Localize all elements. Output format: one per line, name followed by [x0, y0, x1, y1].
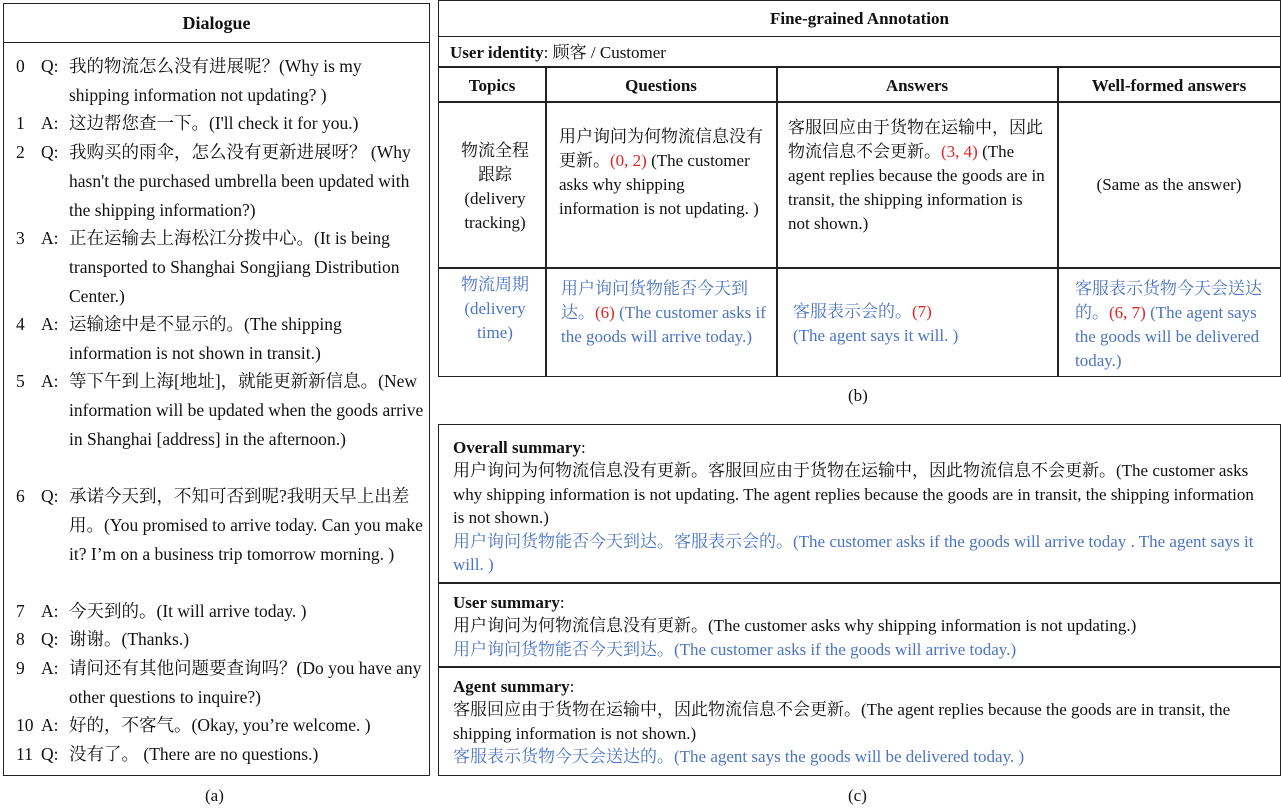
turn-speaker: A: — [41, 658, 59, 678]
turn-text: 运输途中是不显示的。(The shipping information is not shown in transit.) — [69, 314, 342, 363]
answer-text: 客服表示会的。 — [793, 302, 912, 321]
turn-number: 5 — [16, 371, 25, 391]
answer-ref: (3, 4) — [941, 142, 978, 161]
wellformed-text: 客服表示货物今天会送达的。 — [1075, 279, 1262, 322]
turn-speaker: Q: — [41, 629, 59, 649]
turn-number: 8 — [16, 629, 25, 649]
table-rule — [545, 66, 547, 376]
header-wellformed: Well-formed answers — [1091, 76, 1247, 95]
turn-text: 没有了。 (There are no questions.) — [69, 744, 319, 764]
question-translation: (The customer asks why shipping information is not updating. ) — [559, 151, 759, 218]
answer-text: 客服回应由于货物在运输中，因此物流信息不会更新。 — [788, 118, 1043, 161]
table-rule — [439, 66, 1280, 68]
user-summary-secondary: 用户询问货物能否今天到达。(The customer asks if the goods will arrive today.) — [453, 639, 1017, 659]
table-rule — [776, 66, 778, 376]
turn-speaker: A: — [41, 113, 59, 133]
header-answers: Answers — [885, 76, 949, 95]
turn-number: 6 — [16, 486, 25, 506]
dialogue-panel — [3, 3, 430, 776]
table-rule — [1057, 66, 1059, 376]
label-colon: : — [580, 438, 586, 457]
wellformed-ref: (6, 7) — [1109, 303, 1146, 322]
table-rule — [439, 101, 1280, 103]
cell-answer — [788, 116, 1046, 236]
summary-panel — [438, 424, 1281, 776]
turn-speaker: A: — [41, 228, 59, 248]
user-summary-main: 用户询问为何物流信息没有更新。(The customer asks why shipping information is not updating.) — [453, 616, 1137, 636]
turn-number: 10 — [16, 715, 34, 735]
overall-summary-main: 用户询问为何物流信息没有更新。客服回应由于货物在运输中，因此物流信息不会更新。(The customer asks why shipping information is not updating. The agent replies because the goods are in transit, the shipping information is not shown.) — [453, 461, 1254, 528]
agent-summary — [453, 675, 1266, 769]
turn-speaker: Q: — [41, 56, 59, 76]
label-colon: : — [569, 677, 575, 696]
turn-number: 9 — [16, 658, 25, 678]
header-questions: Questions — [625, 76, 697, 95]
turn-number: 3 — [16, 228, 25, 248]
identity-value: : 顾客 / Customer — [543, 43, 666, 62]
user-summary — [453, 591, 1266, 661]
cell-topic: 物流全程跟踪 (delivery tracking) — [461, 141, 529, 232]
turn-text: 承诺今天到，不知可否到呢?我明天早上出差用。(You promised to arrive today. Can you make it? I’m on a business trip tomorrow morning. ) — [69, 486, 423, 564]
turn-number: 7 — [16, 601, 25, 621]
turn-number: 0 — [16, 56, 25, 76]
turn-text: 今天到的。(It will arrive today. ) — [69, 601, 307, 621]
overall-summary-secondary: 用户询问货物能否今天到达。客服表示会的。(The customer asks if the goods will arrive today . The agent says it will. ) — [453, 531, 1254, 575]
answer-translation: (The agent replies because the goods are in transit, the shipping information is not shown.) — [788, 142, 1045, 233]
identity-label: User identity — [450, 43, 544, 62]
agent-summary-label: Agent summary — [453, 677, 570, 696]
caption-c: (c) — [848, 786, 867, 805]
overall-summary-label: Overall summary — [453, 438, 581, 457]
user-summary-label: User summary — [453, 593, 560, 612]
turn-speaker: A: — [41, 715, 59, 735]
turn-speaker: Q: — [41, 142, 59, 162]
question-text: 用户询问为何物流信息没有更新。 — [559, 127, 763, 170]
agent-summary-main: 客服回应由于货物在运输中，因此物流信息不会更新。(The agent replies because the goods are in transit, the shipping information is not shown.) — [453, 700, 1231, 743]
turn-speaker: A: — [41, 371, 59, 391]
turn-text: 正在运输去上海松江分拨中心。(It is being transported to Shanghai Songjiang Distribution Center.) — [69, 228, 400, 306]
agent-summary-secondary: 客服表示货物今天会送达的。(The agent says the goods will be delivered today. ) — [453, 747, 1025, 767]
dialogue-title: Dialogue — [4, 4, 429, 43]
turn-text: 请问还有其他问题要查询吗？(Do you have any other questions to inquire?) — [69, 658, 422, 707]
caption-a: (a) — [205, 786, 224, 805]
turn-text: 这边帮您查一下。(I'll check it for you.) — [69, 113, 359, 133]
annotation-title: Fine-grained Annotation — [439, 1, 1280, 37]
answer-translation: (The agent says it will. ) — [793, 326, 959, 345]
cell-question — [561, 277, 771, 349]
turn-text: 我的物流怎么没有进展呢？(Why is my shipping information not updating? ) — [69, 56, 362, 105]
overall-summary — [453, 436, 1266, 576]
answer-ref: (7) — [912, 302, 932, 321]
wellformed-translation: (The agent says the goods will be delivered today.) — [1075, 303, 1260, 370]
cell-answer — [793, 300, 1048, 348]
summary-divider — [439, 582, 1280, 584]
question-translation: (The customer asks if the goods will arrive today.) — [561, 303, 766, 346]
header-topics: Topics — [468, 76, 516, 95]
turn-number: 4 — [16, 314, 25, 334]
turn-speaker: A: — [41, 314, 59, 334]
turn-speaker: Q: — [41, 744, 59, 764]
turn-text: 谢谢。(Thanks.) — [69, 629, 190, 649]
turn-speaker: Q: — [41, 486, 59, 506]
turn-number: 1 — [16, 113, 25, 133]
table-rule — [439, 267, 1280, 269]
turn-number: 2 — [16, 142, 25, 162]
summary-divider — [439, 666, 1280, 668]
cell-topic: 物流周期 (delivery time) — [461, 275, 529, 342]
question-ref: (6) — [595, 303, 615, 322]
question-ref: (0, 2) — [610, 151, 647, 170]
question-text: 用户询问货物能否今天到达。 — [561, 279, 748, 322]
cell-question — [559, 125, 769, 221]
turn-text: 好的，不客气。(Okay, you’re welcome. ) — [69, 715, 371, 735]
cell-wellformed — [1075, 277, 1275, 373]
turn-text: 等下午到上海[地址]，就能更新新信息。(New information will be updated when the goods arrive in Shanghai [address] in the afternoon.) — [69, 371, 424, 449]
cell-wellformed: (Same as the answer) — [1096, 175, 1242, 194]
turn-number: 11 — [16, 744, 33, 764]
user-identity — [450, 39, 666, 67]
turn-text: 我购买的雨伞，怎么没有更新进展呀？ (Why hasn't the purchased umbrella been updated with the shipping information?) — [69, 142, 411, 220]
caption-b: (b) — [848, 386, 868, 405]
label-colon: : — [559, 593, 565, 612]
annotation-panel — [438, 0, 1281, 377]
turn-speaker: A: — [41, 601, 59, 621]
